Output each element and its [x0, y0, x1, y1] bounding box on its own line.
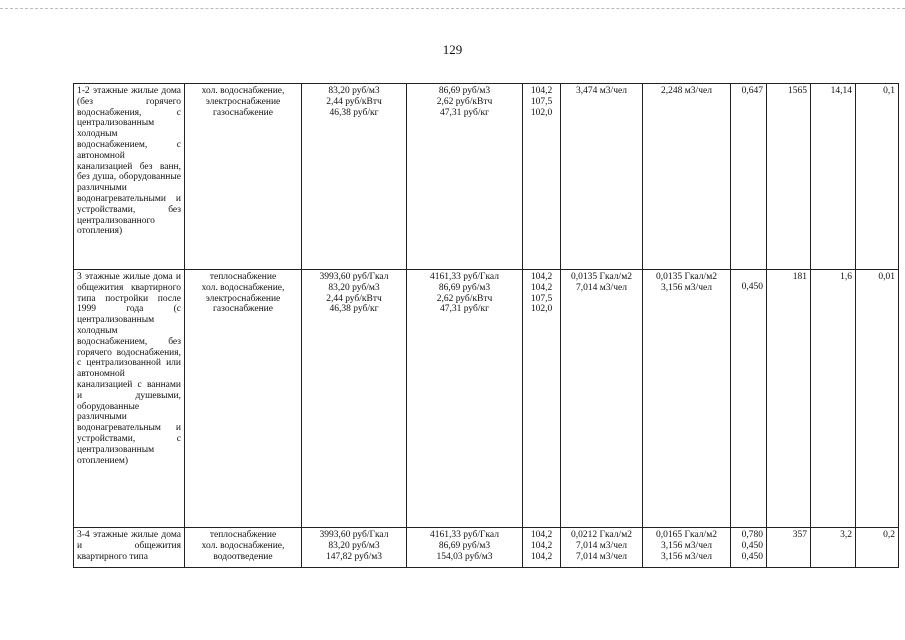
coefficient-cell	[731, 528, 767, 568]
tariff-2023-cell	[407, 84, 523, 270]
growth-index-line: 102,0	[530, 304, 553, 315]
norm-consumption-line: 7,014 м3/чел	[576, 551, 627, 562]
growth-index-line: 104,2	[530, 282, 553, 293]
growth-index-cell	[523, 270, 561, 528]
coefficient-line: 0,450	[741, 551, 763, 562]
growth-index-cell	[523, 84, 561, 270]
count-cell: 357	[767, 528, 811, 568]
growth-index-line: 104,2	[530, 272, 553, 282]
count-cell: 181	[767, 270, 811, 528]
norm-consumption-alt-line: 3,156 м3/чел	[661, 551, 712, 562]
services-line: газоснабжение	[213, 107, 273, 118]
services-line: теплоснабжение	[209, 530, 277, 540]
tariff-2023-line: 47,31 руб/кг	[440, 304, 489, 315]
tariff-2023-line: 86,69 руб/м3	[438, 540, 491, 551]
tariff-2022-line: 3993,60 руб/Гкал	[319, 530, 389, 540]
housing-type-cell: 1-2 этажные жилые дома (без горячего водоснабжения, с централизованным холодным водоснабжением, с автономной канализацией без ванн, без душа, оборудованные различными водонагревательными и устройствами, без централизованного отопления)	[74, 84, 185, 270]
services-line: хол. водоснабжение,	[201, 540, 285, 551]
coefficient-line: 0,450	[741, 282, 763, 292]
norm-consumption-alt-cell	[643, 528, 731, 568]
tariff-2023-line: 86,69 руб/м3	[438, 86, 491, 96]
norm-consumption-alt-line: 3,156 м3/чел	[661, 282, 712, 293]
growth-index-line: 104,2	[530, 530, 553, 540]
norm-consumption-line: 0,0135 Гкал/м2	[571, 272, 632, 282]
tariff-2022-line: 83,20 руб/м3	[328, 540, 380, 551]
growth-index-line: 104,2	[530, 540, 553, 551]
growth-index-line: 104,2	[530, 86, 553, 96]
norm-consumption-line: 7,014 м3/чел	[576, 282, 627, 293]
tariff-2022-line: 83,20 руб/м3	[328, 86, 380, 96]
norm-consumption-alt-line: 0,0135 Гкал/м2	[656, 272, 717, 282]
value-cell: 1,6	[811, 270, 856, 528]
table-row	[74, 528, 899, 568]
count-cell: 1565	[767, 84, 811, 270]
coefficient-line: 0,450	[741, 540, 763, 551]
page-number: 129	[442, 42, 463, 57]
tariff-table	[73, 83, 899, 568]
norm-consumption-cell	[561, 270, 643, 528]
tariff-2023-cell	[407, 270, 523, 528]
tariff-2022-cell	[302, 84, 407, 270]
norm-consumption-line: 3,474 м3/чел	[576, 86, 627, 96]
services-line: газоснабжение	[213, 304, 273, 315]
tariff-2023-line: 86,69 руб/м3	[438, 282, 491, 293]
coefficient-cell	[731, 84, 767, 270]
coefficient-line: 0,780	[741, 530, 763, 540]
norm-consumption-line: 7,014 м3/чел	[576, 540, 627, 551]
norm-consumption-alt-line: 2,248 м3/чел	[661, 86, 712, 96]
growth-index-line: 107,5	[530, 96, 553, 107]
coefficient-cell	[731, 270, 767, 528]
tariff-2023-line: 47,31 руб/кг	[440, 107, 489, 118]
table-row	[74, 270, 899, 528]
norm-consumption-cell	[561, 528, 643, 568]
tariff-2022-line: 3993,60 руб/Гкал	[319, 272, 389, 282]
scan-edge-line	[0, 8, 905, 9]
services-line: водоотведение	[213, 551, 273, 562]
growth-index-line: 104,2	[530, 551, 553, 562]
services-cell	[185, 528, 302, 568]
services-cell	[185, 84, 302, 270]
norm-consumption-cell	[561, 84, 643, 270]
tariff-2023-line: 4161,33 руб/Гкал	[430, 530, 499, 540]
growth-index-line: 107,5	[530, 293, 553, 304]
norm-consumption-alt-cell	[643, 270, 731, 528]
tariff-2023-line: 2,62 руб/кВтч	[436, 293, 493, 304]
share-cell: 0,01	[856, 270, 899, 528]
growth-index-cell	[523, 528, 561, 568]
tariff-2022-cell	[302, 528, 407, 568]
tariff-2022-cell	[302, 270, 407, 528]
coefficient-line: 0,647	[741, 86, 763, 96]
tariff-2022-line: 46,38 руб/кг	[329, 107, 379, 118]
tariff-2022-line: 46,38 руб/кг	[329, 304, 379, 315]
norm-consumption-alt-line: 3,156 м3/чел	[661, 540, 712, 551]
growth-index-line: 102,0	[530, 107, 553, 118]
tariff-2022-line: 147,82 руб/м3	[326, 551, 382, 562]
services-cell	[185, 270, 302, 528]
services-line: электроснабжение	[205, 293, 281, 304]
tariff-2022-line: 2,44 руб/кВтч	[326, 96, 382, 107]
share-cell: 0,2	[856, 528, 899, 568]
tariff-2022-line: 2,44 руб/кВтч	[326, 293, 382, 304]
tariff-2023-line: 154,03 руб/м3	[436, 551, 493, 562]
tariff-2023-cell	[407, 528, 523, 568]
housing-type-cell: 3-4 этажные жилые дома и общежития квартирного типа	[74, 528, 185, 568]
services-line: хол. водоснабжение,	[201, 282, 285, 293]
norm-consumption-alt-line: 0,0165 Гкал/м2	[656, 530, 717, 540]
services-line: хол. водоснабжение,	[201, 86, 285, 96]
norm-consumption-alt-cell	[643, 84, 731, 270]
value-cell: 14,14	[811, 84, 856, 270]
table-row	[74, 84, 899, 270]
housing-type-cell: 3 этажные жилые дома и общежития квартирного типа постройки после 1999 года (с централизованным холодным водоснабжением, без горячего водоснабжения, с централизованной или автономной канализацией с ваннами и душевыми, оборудованные различными водонагревательным и устройствами, с централизованным отоплением)	[74, 270, 185, 528]
share-cell: 0,1	[856, 84, 899, 270]
services-line: теплоснабжение	[209, 272, 277, 282]
value-cell: 3,2	[811, 528, 856, 568]
tariff-2023-line: 2,62 руб/кВтч	[436, 96, 493, 107]
services-line: электроснабжение	[205, 96, 281, 107]
tariff-2022-line: 83,20 руб/м3	[328, 282, 380, 293]
norm-consumption-line: 0,0212 Гкал/м2	[571, 530, 632, 540]
tariff-2023-line: 4161,33 руб/Гкал	[430, 272, 499, 282]
